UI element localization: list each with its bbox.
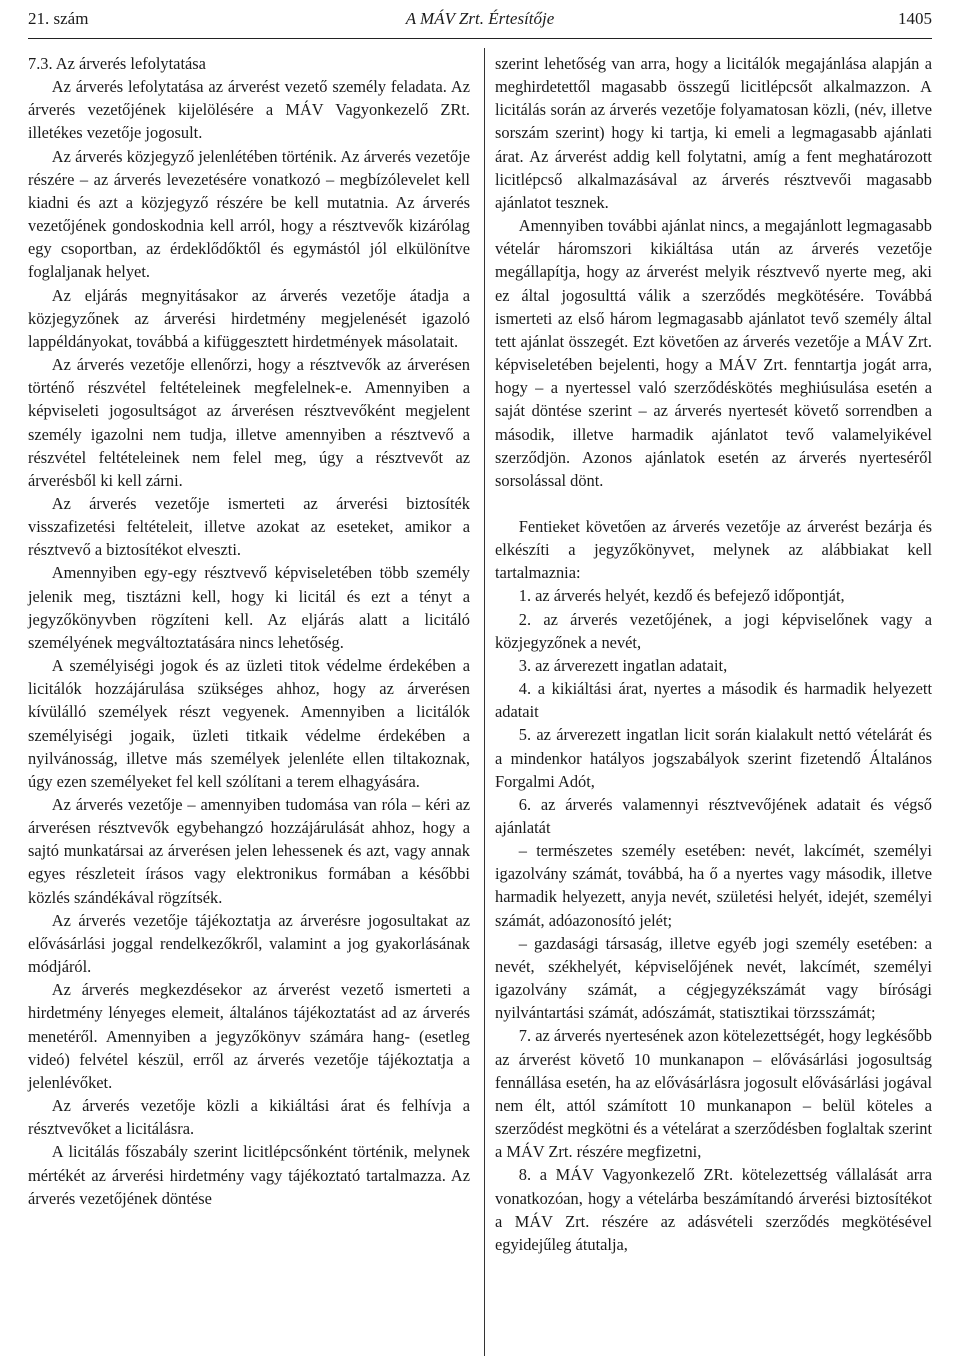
list-item: 4. a kikiáltási árat, nyertes a második és harmadik helyezett adatait	[495, 679, 932, 722]
section-title: 7.3. Az árverés lefolytatása	[28, 54, 206, 73]
paragraph: Az árverés vezetője közli a kikiáltási árat és felhívja a résztvevőket a licitálásra.	[28, 1096, 470, 1139]
paragraph: Az árverés megkezdésekor az árverést vezető ismerteti a hirdetmény lényeges elemeit, általános tájékoztatást ad az árverés menetéről. Amennyiben a jegyzőkönyv számára hang- (esetleg videó) felvétel készül, erről az árverés vezetője tájékoztatja a jelenlévőket.	[28, 980, 470, 1092]
paragraph: Fentieket követően az árverés vezetője az árverést bezárja és elkészíti a jegyzőkönyvet, melynek az alábbiakat kell tartalmaznia:	[495, 516, 932, 583]
page-number: 1405	[898, 9, 932, 28]
list-item: 1. az árverés helyét, kezdő és befejező időpontját,	[518, 586, 845, 606]
column-divider	[484, 48, 485, 1356]
paragraph: A licitálás főszabály szerint licitlépcsőnként történik, melynek mértékét az árverési hirdetmény vagy tájékoztató tartalmazza. Az árverés vezetőjének döntése	[28, 1142, 470, 1208]
paragraph: Az árverés vezetője tájékoztatja az árverésre jogosultakat az elővásárlási joggal rendelkezőkről, valamint a jog gyakorlásának módjáról.	[28, 910, 470, 977]
paragraph: Az árverés vezetője ismerteti az árverési biztosíték visszafizetési feltételeit, illetve azokat az eseteket, amikor a résztvevő a biztosítékot elveszti.	[28, 493, 470, 560]
list-item: 5. az árverezett ingatlan licit során kialakult nettó vételárát és a mindenkor hatályos jogszabályok szerint fizetendő Általános Forgalmi Adót,	[495, 725, 932, 791]
header-rule	[28, 38, 932, 39]
paragraph: Az árverés vezetője – amennyiben tudomása van róla – kéri az árverésen résztvevők egybehangzó hozzájárulását ahhoz, hogy a sajtó munkatársai az árverésen jelen lehessenek és azt, vagy annak egyes részleteit írásos vagy elektronikus formában a későbbi közlés szándékával rögzítsék.	[28, 795, 470, 907]
paragraph: Amennyiben további ajánlat nincs, a megajánlott legmagasabb vételár háromszori kikiáltása után az árverés vezetője megállapítja, hogy az árverést melyik résztvevő nyerte meg, aki ez által jogosulttá válik a szerződés megkötésére. Továbbá ismerteti az első három legmagasabb ajánlatot tevő személy által tett ajánlat összegét. Ezt követően az árverés vezetője a MÁV Zrt. képviseletében bejelenti, hogy a MÁV Zrt. fenntartja jogát arra, hogy – a nyertessel való szerződéskötés meghiúsulása esetén a saját döntése szerint – az árverés nyertesét követő sorrendben a második, illetve harmadik ajánlatot tevő valamelyikével szerződjön. Azonos ajánlatok esetén az árverés nyerteséről sorsolással dönt.	[495, 216, 932, 490]
paragraph: Az árverés közjegyző jelenlétében történik. Az árverés vezetője részére – az árverés levezetésére vonatkozó – megbízólevelet kell kiadni és azt a közjegyző részére be kell mutatnia. Az árverés vezetőjének gondoskodnia kell arról, hogy a résztvevők kizárólag egy csoportban, az érdeklődőktől és egymástól jól elkülönítve foglaljanak helyet.	[28, 146, 470, 282]
paragraph: Az eljárás megnyitásakor az árverés vezetője átadja a közjegyzőnek az árverési hirdetmény megjelenését igazoló lappéldányokat, továbbá a kifüggesztett hirdetmények másolatait.	[28, 285, 470, 351]
list-item: 3. az árverezett ingatlan adatait,	[518, 655, 728, 675]
right-column	[495, 52, 932, 1256]
issue-number: 21. szám	[28, 9, 89, 28]
list-item: 8. a MÁV Vagyonkezelő ZRt. kötelezettség vállalását arra vonatkozóan, hogy a vételárba beszámítandó árverési biztosítékot a MÁV Zrt. részére az adásvételi szerződés megkötésével egyidejűleg átutalja,	[495, 1165, 932, 1254]
paragraph: Az árverés lefolytatása az árverést vezető személy feladata. Az árverés vezetőjének kijelölésére a MÁV Vagyonkezelő ZRt. illetékes vezetője jogosult.	[28, 77, 470, 143]
journal-title: A MÁV Zrt. Értesítője	[405, 9, 555, 28]
paragraph: Az árverés vezetője ellenőrzi, hogy a résztvevők az árverésen történő részvétel feltételeinek megfelelnek-e. Amennyiben a képviseleti jogosultságot az árverésen résztvevőként megjelent személy igazolni nem tudja, illetve amennyiben a résztvevő a részvétel feltételeinek nem felel meg, úgy a résztvevőt az árverésből ki kell zárni.	[28, 355, 470, 490]
left-column	[28, 52, 470, 1210]
paragraph: Amennyiben egy-egy résztvevő képviseletében több személy jelenik meg, tisztázni kell, hogy ki licitál és ezt a tényt a jegyzőkönyvben rögzíteni kell. Az eljárás alatt a licitáló személyének megváltoztatására nincs lehetőség.	[28, 563, 470, 652]
list-item: 2. az árverés vezetőjének, a jogi képviselőnek vagy a közjegyzőnek a nevét,	[495, 609, 932, 652]
paragraph: A személyiségi jogok és az üzleti titok védelme érdekében a licitálók hozzájárulása szükséges ahhoz, hogy az árverésen kívülálló személyek részt vegyenek. Amennyiben a licitálók személyiségi jogaik, üzleti titkaik védelme érdekében a nyilvánosság, illetve más személyek jelenléte ellen tiltakoznak, úgy ezen személyeket fel kell szólítani a terem elhagyására.	[28, 656, 470, 791]
dash-item: – gazdasági társaság, illetve egyéb jogi személy esetében: a nevét, székhelyét, képviselőjének nevét, lakcímét, személyi igazolvány számát, a cégjegyzékszámát vagy bírósági nyilvántartási számát, adószámát, statisztikai törzsszámát;	[495, 933, 932, 1023]
dash-item: – természetes személy esetében: nevét, lakcímét, személyi igazolvány számát, továbbá, ha ő a nyertes vagy második, illetve harmadik helyezett, anyja nevét, születési helyét, idejét, személyi számát, adóazonosító jelét;	[495, 841, 932, 930]
list-item: 7. az árverés nyertesének azon kötelezettségét, hogy legkésőbb az árverést követő 10 munkanapon – elővásárlási jogosultság fennállása esetén, ha az elővásárlásra jogosult elővásárlási jogával nem élt, attól számított 10 munkanapon – belül köteles a szerződést megkötni és a vételárat a szerződésben foglaltak szerint a MÁV Zrt. részére megfizetni,	[495, 1026, 932, 1162]
list-item: 6. az árverés valamennyi résztvevőjének adatait és végső ajánlatát	[495, 794, 932, 837]
running-header	[28, 6, 932, 32]
paragraph: szerint lehetőség van arra, hogy a licitálók megajánlása alapján a meghirdetettől magasabb összegű licitlépcsőt alkalmazzon. A licitálás során az árverés vezetője folyamatosan közli, (név, illetve sorszám szerint) hogy ki tartja, ki emeli a legmagasabb ajánlati árat. Az árverést addig kell folytatni, amíg a fent meghatározott licitlépcső alkalmazásával az árverés résztvevői magasabb ajánlatot tesznek.	[495, 54, 932, 212]
